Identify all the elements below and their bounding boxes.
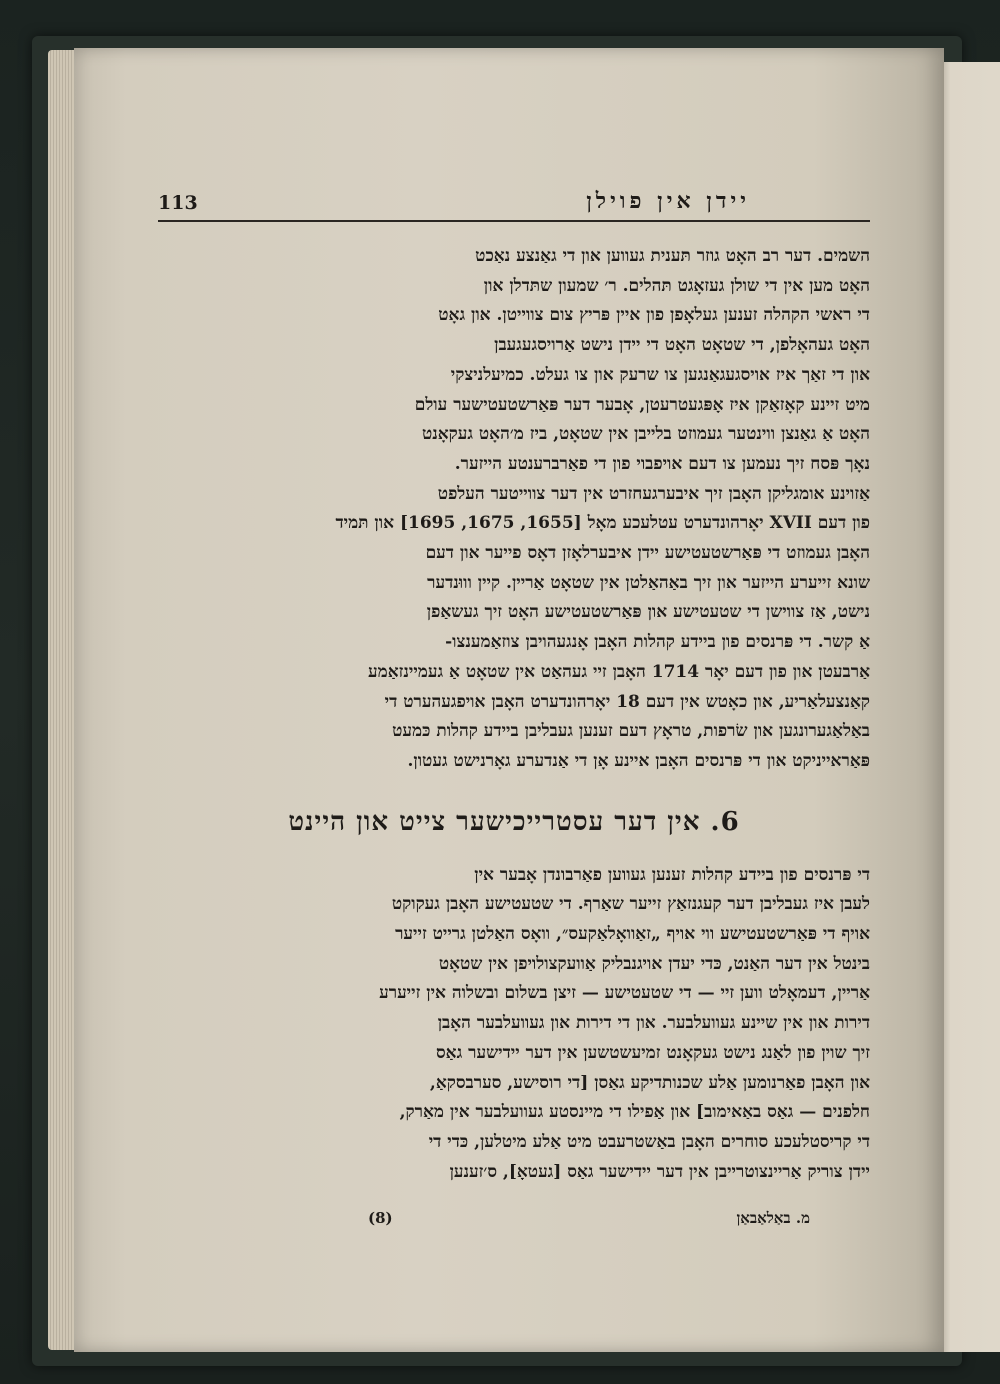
text-line: השמים. דער רב האָט גוזר תּענית געווען און די גאַנצע נאַכט — [475, 246, 870, 266]
text-line: באַלאַגערונגען און שׂרפות, טראָץ דעם זענען געבליבן ביידע קהלות כּמעט — [392, 721, 870, 742]
text-line: שונא זייערע הייזער און זיך באַהאַלטן אין שטאָט אַריין. קיין וווּנדער — [427, 572, 870, 593]
text-line: זיך שוין פון לאַנג נישט געקאָנט זמיעשטשען אין דער יידישער גאַס — [436, 1042, 870, 1063]
paragraph-2 — [158, 480, 870, 777]
text-line: האָט אַ גאַנצן ווינטער געמוזט בלייבן אין שטאָט, ביז מ׳האָט געקאָנט — [421, 424, 870, 445]
text-line: אַ קשר. די פּרנסים פון ביידע קהלות האָבן אָנגעהויבן צוזאַמענצו- — [445, 632, 870, 653]
paragraph-3 — [158, 861, 870, 1188]
page-footer — [158, 1209, 870, 1228]
text-line: אַרבעטן און פון דעם יאָר 1714 האָבן זיי געהאַט אין שטאָט אַ געמיינזאַמע — [368, 661, 870, 682]
text-line: האָט געהאָלפן, די שטאָט האָט די יידן נישט אַרויסגעגעבן — [494, 335, 870, 356]
section-heading: 6. אין דער עסטרייכישער צייט און היינט — [288, 806, 740, 837]
running-title: יידן אין פוילן — [586, 188, 750, 214]
text-line: פון דעם XVII יאָרהונדערט עטלעכע מאָל [1655, 1675, 1695] און תּמיד — [335, 513, 870, 534]
signature-mark: מ. באַלאַבאַן — [736, 1209, 810, 1228]
running-header — [158, 180, 870, 214]
text-line: די ראשי הקהלה זענען געלאָפן פון איין פּריץ צום צווייטן. און גאָט — [438, 305, 870, 326]
text-line: די פּרנסים פון ביידע קהלות זענען געווען פאַרבונדן אָבער אין — [474, 864, 870, 885]
paragraph-1 — [158, 242, 870, 480]
text-line: קאַנצעלאַריע, און כאָטש אין דעם 18 יאָרהונדערט האָבן אויפגעהערט די — [384, 691, 870, 712]
text-line: נאָך פּסח זיך נעמען צו דעם אויפבוי פון די פאַרברענטע הייזער. — [454, 453, 870, 474]
text-line: יידן צוריק אַריינצוטרייבן אין דער יידישער גאַס [געטאָ], ס׳זענען — [449, 1161, 870, 1182]
facing-page — [936, 62, 1000, 1352]
text-line: און האָבן פאַרנומען אַלע שכנותדיקע גאַסן [די רוסישע, סערבסקאַ, — [429, 1072, 870, 1093]
text-line: דירות און אין שיינע געוועלבער. און די דירות און געוועלבער האָבן — [437, 1013, 870, 1034]
text-line: און די זאַך איז אויסגעגאַנגען צו שרעק און צו געלט. כמיעלניצקי — [450, 364, 870, 385]
text-line: אַריין, דעמאָלט ווען זיי — די שטעטישע — זיצן בשלום ובשלוה אין זייערע — [379, 983, 870, 1004]
text-line: אויף די פּאַרשטעטישע ווי אויף „זאַוואָלאַקעס״, וואָס האַלטן גרייט זייער — [395, 924, 870, 945]
sheet-mark: (8) — [368, 1209, 393, 1228]
text-line: לעבן איז געבליבן דער קעגנזאַץ זייער שאַרף. די שטעטישע האָבן געקוקט — [391, 894, 870, 915]
text-line: בינטל אין דער האַנט, כּדי יעדן אויגנבליק אַוועקצולויפן אין שטאָט — [438, 953, 870, 974]
page-number: 113 — [158, 192, 198, 214]
text-line: מיט זיינע קאָזאַקן איז אָפּגעטרעטן, אָבער דער פּאַרשטעטישער עולם — [414, 394, 870, 415]
text-line: האָבן געמוזט די פּאַרשטעטישע יידן איבערלאָזן דאָס פייער און דעם — [425, 543, 870, 564]
text-line: נישט, אַז צווישן די שטעטישע און פּאַרשטעטישע האָט זיך געשאַפן — [426, 602, 870, 623]
page-content — [158, 180, 870, 1228]
text-line: פּאַראייניקט און די פּרנסים האָבן איינע אָן די אַנדערע גאָרנישט געטון. — [407, 750, 870, 771]
header-rule — [158, 220, 870, 222]
text-line: די קריסטלעכע סוחרים האָבן באַשטרעבט מיט אַלע מיטלען, כּדי די — [428, 1131, 870, 1152]
text-line: חלפנים — גאַס באַאימוב] און אַפילו די מיינסטע געוועלבער אין מאַרק, — [399, 1102, 870, 1123]
text-line: אַזוינע אומגליקן האָבן זיך איבערגעחזרט אין דער צווייטער העלפט — [437, 483, 870, 504]
text-line: האָט מען אין די שולן געזאָגט תּהלים. ר׳ שמעון שתּדלן און — [483, 275, 870, 296]
